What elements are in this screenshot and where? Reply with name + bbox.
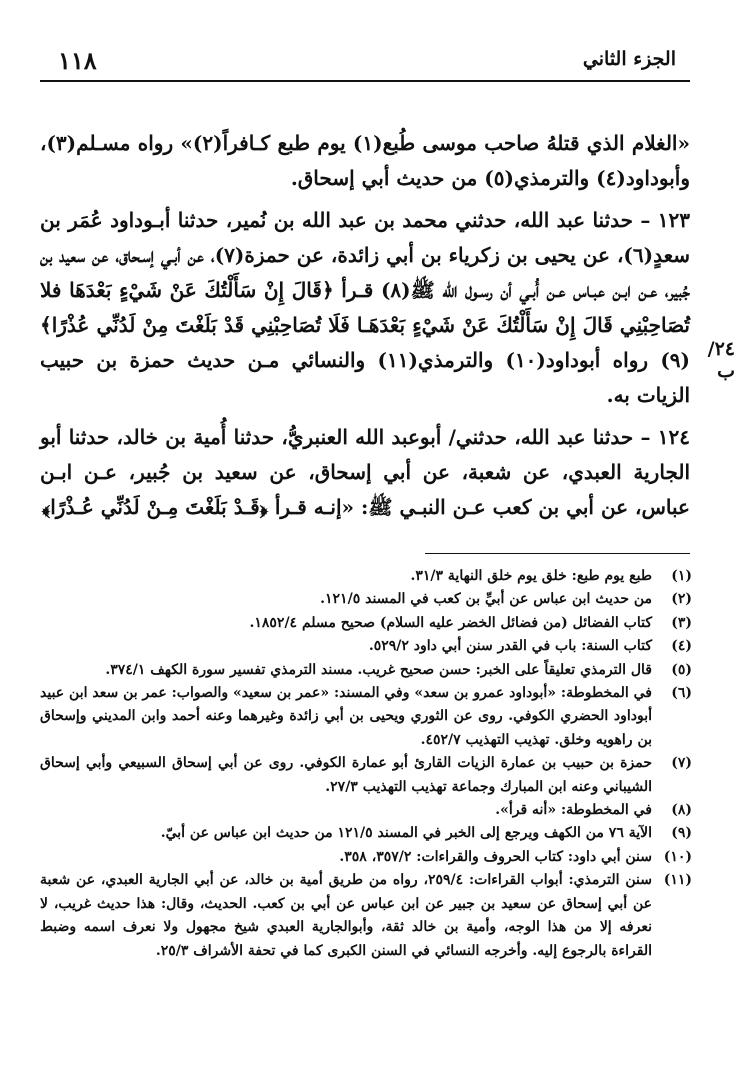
- footnote: [40, 822, 692, 845]
- footnote-text: قال الترمذي تعليقاً على الخبر: حسن صحيح غريب. مسند الترمذي تفسير سورة الكهف ٣٧٤/١.: [105, 661, 652, 678]
- footnote-number: (٩): [671, 825, 692, 842]
- footnote-text: كتاب السنة: باب في القدر سنن أبي داود ٥٢٩/٢.: [368, 638, 652, 655]
- page-header: [40, 40, 690, 82]
- footnote-number: (٣): [671, 614, 692, 631]
- hadith-123: ١٢٣ – حدثنا عبد الله، حدثني محمد بن عبد الله بن نُمير، حدثنا أبـوداود عُمَر بن سعدٍ(٦)، عن يحيى بن زكرياء بن أبي زائدة، عن حمزة(٧)، عن أبـي إسـحاق، عن سعيد بن جُبير، عـن ابـن عبـاس عـن أُبـي أن رسـول الله ﷺ(٨) قـرأ ﴿قَالَ إِنْ سَأَلْتُكَ عَنْ شَيْءٍ بَعْدَهَا فلا تُصَاحِبْنِي قَالَ إِنْ سَأَلْتُكَ عَنْ شَيْءٍ بَعْدَهَـا فَلَا تُصَاحِبْنِي قَدْ بَلَغْتَ مِنْ لَدُنِّي عُذْرًا﴾(٩) رواه أبوداود(١٠) والترمذي(١١) والنسائي مـن حديث حمزة بن حبيب الزيات به.: [40, 208, 691, 407]
- footnote-text: الآية ٧٦ من الكهف ويرجع إلى الخبر في المسند ١٢١/٥ من حديث ابن عباس عن أبيّ.: [160, 825, 652, 842]
- footnote-number: (٥): [671, 661, 692, 678]
- footnote: [40, 565, 692, 588]
- hadith-124: ١٢٤ – حدثنا عبد الله، حدثني/ أبوعبد الله العنبريُّ، حدثنا أُمية بن خالد، حدثنا أبو الجارية العبدي، عن شعبة، عن أبي إسحاق، عن سعيد بن جُبير، عـن ابـن عباس، عن أبي بن كعب عـن النبـي ﷺ: «إنـه قـرأ ﴿قَـدْ بَلَغْتَ مِـنْ لَدُنِّي عُـذْرًا﴾: [40, 425, 690, 519]
- footnote-text: من حديث ابن عباس عن أبيِّ بن كعب في المسند ١٢١/٥.: [320, 591, 652, 608]
- footnote: [40, 752, 692, 799]
- footnote: [40, 846, 692, 869]
- page-number: ١١٨: [58, 46, 97, 75]
- footnote-separator: [425, 553, 690, 554]
- footnote-text: سنن الترمذي: أبواب القراءات: ٢٥٩/٤، رواه من طريق أمية بن خالد، عن أبي الجارية العبدي، عن شعبة عن أبي إسحاق عن سعيد بن جبير عن ابن عباس عن أبي بن كعب. الحديث، وقال: هذا حديث غريب، لا نعرفه إلا من هذا الوجه، وأمية بن خالد ثقة، وأبوالجارية العبدي شيخ مجهول ولا نعرف اسمه وضبط القراءة بالرجوع إليه. وأخرجه النسائي في السنن الكبرى كما في تحفة الأشراف ٢٥/٣.: [40, 872, 652, 959]
- footnote: [40, 869, 692, 963]
- footnote: [40, 588, 692, 611]
- footnote: [40, 635, 692, 658]
- footnote-text: كتاب الفضائل (من فضائل الخضر عليه السلام) صحيح مسلم ١٨٥٢/٤.: [249, 614, 652, 631]
- footnote-number: (١١): [663, 872, 692, 889]
- footnote-number: (١٠): [663, 848, 692, 865]
- footnote-number: (٧): [671, 755, 692, 772]
- footnote-text: حمزة بن حبيب بن عمارة الزيات القارئ أبو عمارة الكوفي. روى عن أبي إسحاق السبيعي وأبي إسحاق الشيباني وعنه ابن المبارك وجماعة تهذيب التهذيب ٢٧/٣.: [40, 755, 652, 795]
- footnote-text: طبع يوم طبع: خلق يوم خلق النهاية ٣١/٣.: [410, 568, 652, 584]
- footnote-number: (٦): [671, 685, 692, 702]
- manuscript-folio-marker: ٢٤/ب: [707, 338, 735, 382]
- footnote-number: (٢): [671, 591, 692, 608]
- footnote-text: في المخطوطة: «أنه قرأ».: [495, 802, 652, 819]
- footnote-text: في المخطوطة: «أبوداود عمرو بن سعد» وفي المسند: «عمر بن سعيد» والصواب: عمر بن سعد ابن عبيد أبوداود الحضري الكوفي. روى عن الثوري ويحيى بن أبي زائدة وغيرهما وعنه أحمد وابن المديني وإسحاق بن راهويه وخلق. تهذيب التهذيب ٤٥٢/٧.: [40, 685, 652, 748]
- footnote: [40, 799, 692, 822]
- footnote-number: (٤): [671, 638, 692, 655]
- part-title: الجزء الثاني: [582, 48, 676, 70]
- footnote: [40, 659, 692, 682]
- footnotes: [40, 565, 692, 963]
- footnote-number: (١): [671, 568, 692, 584]
- footnote: [40, 682, 692, 752]
- footnote: [40, 612, 692, 635]
- main-text: [40, 126, 690, 525]
- footnote-text: سنن أبي داود: كتاب الحروف والقراءات: ٣٥٧/٢، ٣٥٨.: [339, 848, 652, 865]
- paragraph: «الغلام الذي قتلهُ صاحب موسى طُبع(١) يوم طبع كـافراً(٢)» رواه مسـلم(٣)، وأبوداود(٤) والترمذي(٥) من حديث أبي إسحاق.: [40, 131, 690, 190]
- footnote-number: (٨): [671, 802, 692, 819]
